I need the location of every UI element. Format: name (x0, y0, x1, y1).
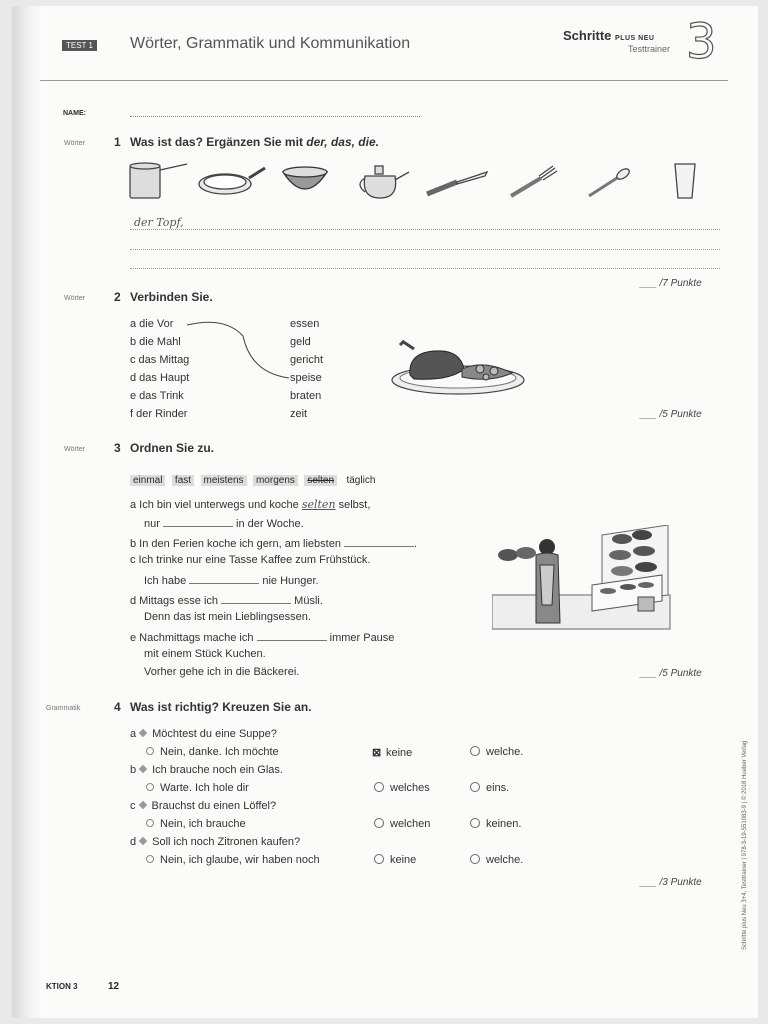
q2-left-item[interactable]: c das Mittag (130, 354, 190, 366)
q3-line-e2: mit einem Stück Kuchen. (144, 648, 266, 660)
word-bank-item: meistens (201, 475, 247, 486)
q4-answer: Nein, ich glaube, wir haben noch (142, 854, 320, 866)
q2-left-item[interactable]: f der Rinder (130, 408, 188, 420)
q4-instruction: Was ist richtig? Kreuzen Sie an. (130, 700, 312, 714)
q4-answer: Nein, danke. Ich möchte (142, 746, 279, 758)
q3-line-c2: Ich habe nie Hunger. (144, 575, 319, 587)
q3-line-d1: d Mittags esse ich Müsli. (130, 595, 323, 607)
q4-answer: Warte. Ich hole dir (142, 782, 249, 794)
q4-option[interactable]: eins. (470, 782, 509, 794)
q4-option-checked[interactable]: ⊠ keine (372, 747, 413, 759)
header-rule (40, 80, 728, 81)
q3-line-d2: Denn das ist mein Lieblingsessen. (144, 611, 311, 623)
radio-circle-icon (470, 782, 480, 792)
q2-connecting-line (185, 318, 295, 388)
q2-left-item[interactable]: b die Mahl (130, 336, 181, 348)
kitchen-items-row (125, 158, 705, 204)
q4-answer: Nein, ich brauche (142, 818, 246, 830)
binding-shadow (12, 6, 42, 1018)
radio-circle-icon (374, 782, 384, 792)
q2-left-item[interactable]: a die Vor (130, 318, 174, 330)
q4-option[interactable]: keine (374, 854, 416, 866)
q4-option[interactable]: welche. (470, 746, 523, 758)
radio-circle-icon (374, 854, 384, 864)
q1-category: Wörter (64, 140, 85, 147)
q3-line-a2: nur in der Woche. (144, 518, 304, 530)
q2-right-item[interactable]: geld (290, 336, 311, 348)
checked-x-icon: ⊠ (372, 747, 382, 759)
q4-option[interactable]: keinen. (470, 818, 521, 830)
roast-dinner-illustration (390, 335, 530, 405)
circle-bullet-icon (146, 747, 154, 755)
pot-icon (130, 163, 187, 198)
q2-left-item[interactable]: d das Haupt (130, 372, 190, 384)
q3-handwritten-answer: selten (301, 498, 336, 511)
q4-option[interactable]: welches (374, 782, 430, 794)
q3-instruction: Ordnen Sie zu. (130, 441, 215, 455)
fork-icon (511, 166, 557, 196)
name-field[interactable] (130, 116, 420, 117)
q2-right-item[interactable]: speise (290, 372, 322, 384)
q4-option[interactable]: welchen (374, 818, 430, 830)
circle-bullet-icon (146, 819, 154, 827)
q3-number: 3 (114, 441, 121, 455)
circle-bullet-icon (146, 855, 154, 863)
name-label: NAME: (63, 110, 86, 117)
copyright-notice: Schritte plus Neu 3+4, Testtrainer | 978-3-19-551083-9 | © 2018 Hueber Verlag (742, 740, 748, 950)
q4-question: b Ich brauche noch ein Glas. (130, 764, 283, 776)
q4-number: 4 (114, 700, 121, 714)
test-badge: TEST 1 (62, 40, 97, 51)
q3-line-a1: a Ich bin viel unterwegs und koche selten selbst, (130, 498, 371, 511)
word-bank-item: fast (172, 475, 194, 486)
answer-line[interactable] (130, 249, 720, 250)
q4-question: c Brauchst du einen Löffel? (130, 800, 277, 812)
brand-subtitle: Testtrainer (628, 44, 671, 54)
radio-circle-icon (374, 818, 384, 828)
q2-score: ___ /5 Punkte (640, 409, 702, 420)
footer-lektion: KTION 3 (46, 982, 78, 991)
q3-category: Wörter (64, 446, 85, 453)
glass-icon (675, 164, 695, 198)
knife-icon (427, 172, 487, 194)
answer-line[interactable] (130, 268, 720, 269)
q2-instruction: Verbinden Sie. (130, 290, 213, 304)
lesson-number: 3 (686, 14, 717, 70)
q4-question: d Soll ich noch Zitronen kaufen? (130, 836, 301, 848)
q1-instruction: Was ist das? Ergänzen Sie mit der, das, die. (130, 135, 379, 149)
diamond-bullet-icon (139, 729, 147, 737)
q3-line-e3: Vorher gehe ich in die Bäckerei. (144, 666, 300, 678)
diamond-bullet-icon (138, 801, 146, 809)
page-title: Wörter, Grammatik und Kommunikation (130, 35, 411, 52)
radio-circle-icon (470, 854, 480, 864)
blank-field[interactable] (344, 536, 414, 547)
teapot-icon (360, 166, 409, 198)
word-bank-item-used: selten (304, 475, 337, 486)
q3-score: ___ /5 Punkte (640, 668, 702, 679)
q4-score: ___ /3 Punkte (640, 877, 702, 888)
blank-field[interactable] (257, 630, 327, 641)
circle-bullet-icon (146, 783, 154, 791)
blank-field[interactable] (163, 516, 233, 527)
brand-logo: Schritte PLUS NEU (563, 28, 655, 43)
q4-question: a Möchtest du eine Suppe? (130, 728, 277, 740)
q2-right-item[interactable]: essen (290, 318, 320, 330)
pan-icon (199, 168, 265, 194)
word-bank-item: einmal (130, 475, 165, 486)
spoon-icon (589, 167, 631, 196)
q1-score: ___ /7 Punkte (640, 278, 702, 289)
word-bank-item: morgens (253, 475, 298, 486)
q2-left-item[interactable]: e das Trink (130, 390, 184, 402)
blank-field[interactable] (221, 593, 291, 604)
q2-right-item[interactable]: braten (290, 390, 322, 402)
q3-line-e1: e Nachmittags mache ich immer Pause (130, 632, 395, 644)
blank-field[interactable] (189, 573, 259, 584)
bakery-illustration (492, 525, 672, 630)
q2-number: 2 (114, 290, 121, 304)
page-number: 12 (108, 981, 120, 992)
bowl-icon (283, 167, 327, 189)
q1-handwritten-answer: der Topf, (134, 216, 184, 229)
q2-category: Wörter (64, 295, 85, 302)
q3-word-bank (130, 470, 380, 488)
radio-circle-icon (470, 818, 480, 828)
q3-line-c1: c Ich trinke nur eine Tasse Kaffee zum Frühstück. (130, 554, 371, 566)
q2-right-item[interactable]: zeit (290, 408, 308, 420)
diamond-bullet-icon (139, 765, 147, 773)
q3-line-b1: b In den Ferien koche ich gern, am liebsten . (130, 538, 418, 550)
answer-line[interactable] (130, 229, 720, 230)
q4-category: Grammatik (46, 705, 81, 712)
q4-option[interactable]: welche. (470, 854, 523, 866)
diamond-bullet-icon (139, 837, 147, 845)
q2-right-item[interactable]: gericht (290, 354, 324, 366)
radio-circle-icon (470, 746, 480, 756)
q1-number: 1 (114, 135, 121, 149)
word-bank-item: täglich (346, 475, 376, 486)
